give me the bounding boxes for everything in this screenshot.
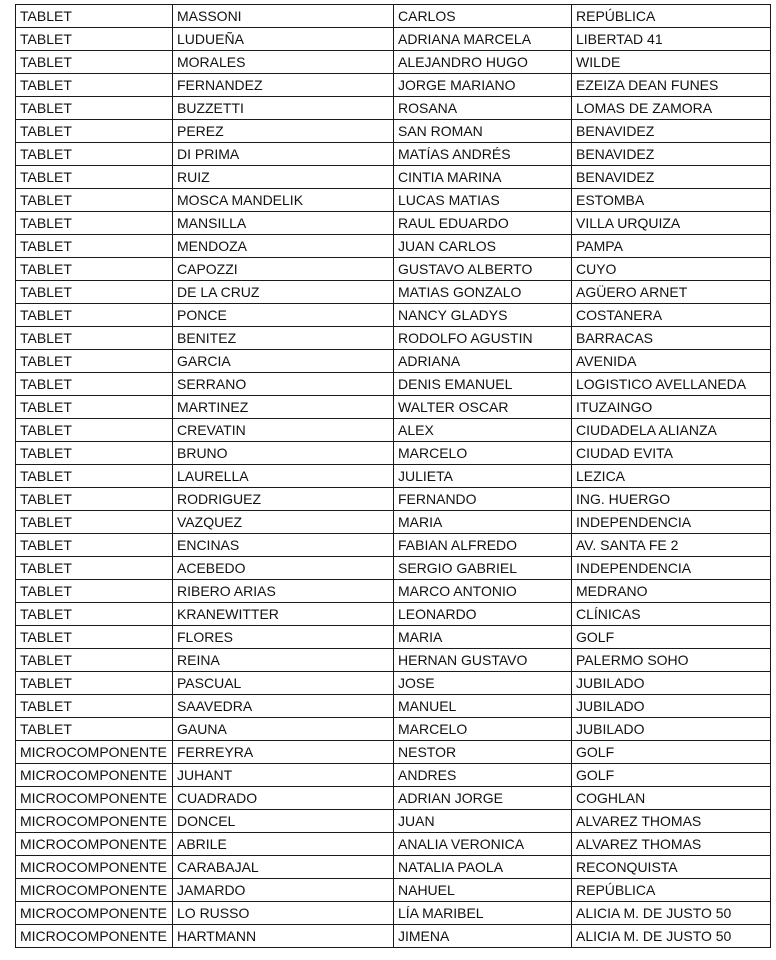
prize-cell: TABLET (16, 120, 173, 143)
first-name-cell: JUAN (394, 810, 572, 833)
branch-cell: ITUZAINGO (572, 396, 771, 419)
surname-cell: MOSCA MANDELIK (173, 189, 394, 212)
table-row (16, 764, 771, 787)
prize-cell: TABLET (16, 396, 173, 419)
table-row (16, 143, 771, 166)
prize-cell: MICROCOMPONENTE (16, 810, 173, 833)
table-row (16, 373, 771, 396)
surname-cell: ENCINAS (173, 534, 394, 557)
table-row (16, 580, 771, 603)
surname-cell: CARABAJAL (173, 856, 394, 879)
branch-cell: INDEPENDENCIA (572, 557, 771, 580)
surname-cell: MENDOZA (173, 235, 394, 258)
surname-cell: LUDUEÑA (173, 28, 394, 51)
table-row (16, 5, 771, 28)
prize-cell: TABLET (16, 580, 173, 603)
branch-cell: CIUDAD EVITA (572, 442, 771, 465)
prize-cell: TABLET (16, 327, 173, 350)
surname-cell: RIBERO ARIAS (173, 580, 394, 603)
table-row (16, 557, 771, 580)
table-row (16, 856, 771, 879)
branch-cell: BENAVIDEZ (572, 143, 771, 166)
surname-cell: REINA (173, 649, 394, 672)
prize-cell: TABLET (16, 189, 173, 212)
prize-cell: TABLET (16, 695, 173, 718)
table-row (16, 626, 771, 649)
first-name-cell: JIMENA (394, 925, 572, 948)
first-name-cell: NESTOR (394, 741, 572, 764)
table-row (16, 465, 771, 488)
prize-cell: TABLET (16, 97, 173, 120)
prize-cell: MICROCOMPONENTE (16, 856, 173, 879)
surname-cell: PONCE (173, 304, 394, 327)
first-name-cell: NAHUEL (394, 879, 572, 902)
prize-cell: MICROCOMPONENTE (16, 902, 173, 925)
surname-cell: DI PRIMA (173, 143, 394, 166)
surname-cell: JAMARDO (173, 879, 394, 902)
prize-cell: TABLET (16, 74, 173, 97)
first-name-cell: MARCELO (394, 442, 572, 465)
branch-cell: RECONQUISTA (572, 856, 771, 879)
first-name-cell: LEONARDO (394, 603, 572, 626)
surname-cell: MORALES (173, 51, 394, 74)
prize-cell: TABLET (16, 28, 173, 51)
table-row (16, 304, 771, 327)
branch-cell: AVENIDA (572, 350, 771, 373)
branch-cell: AGÜERO ARNET (572, 281, 771, 304)
prize-cell: TABLET (16, 534, 173, 557)
first-name-cell: RODOLFO AGUSTIN (394, 327, 572, 350)
prize-cell: TABLET (16, 51, 173, 74)
branch-cell: ALVAREZ THOMAS (572, 833, 771, 856)
surname-cell: DE LA CRUZ (173, 281, 394, 304)
branch-cell: PALERMO SOHO (572, 649, 771, 672)
surname-cell: CUADRADO (173, 787, 394, 810)
prize-cell: TABLET (16, 350, 173, 373)
surname-cell: JUHANT (173, 764, 394, 787)
first-name-cell: SERGIO GABRIEL (394, 557, 572, 580)
surname-cell: DONCEL (173, 810, 394, 833)
prize-cell: TABLET (16, 235, 173, 258)
surname-cell: GARCIA (173, 350, 394, 373)
table-row (16, 695, 771, 718)
first-name-cell: ALEX (394, 419, 572, 442)
branch-cell: CIUDADELA ALIANZA (572, 419, 771, 442)
table-body (16, 5, 771, 948)
first-name-cell: RAUL EDUARDO (394, 212, 572, 235)
surname-cell: FERNANDEZ (173, 74, 394, 97)
document-page (15, 4, 770, 948)
branch-cell: AV. SANTA FE 2 (572, 534, 771, 557)
first-name-cell: JUAN CARLOS (394, 235, 572, 258)
first-name-cell: MANUEL (394, 695, 572, 718)
branch-cell: LEZICA (572, 465, 771, 488)
branch-cell: CUYO (572, 258, 771, 281)
surname-cell: ABRILE (173, 833, 394, 856)
table-row (16, 488, 771, 511)
table-row (16, 879, 771, 902)
first-name-cell: CARLOS (394, 5, 572, 28)
branch-cell: EZEIZA DEAN FUNES (572, 74, 771, 97)
prize-cell: TABLET (16, 281, 173, 304)
first-name-cell: WALTER OSCAR (394, 396, 572, 419)
branch-cell: GOLF (572, 764, 771, 787)
surname-cell: BENITEZ (173, 327, 394, 350)
table-row (16, 166, 771, 189)
first-name-cell: ANDRES (394, 764, 572, 787)
prize-cell: TABLET (16, 603, 173, 626)
table-row (16, 534, 771, 557)
first-name-cell: MATÍAS ANDRÉS (394, 143, 572, 166)
prize-cell: TABLET (16, 442, 173, 465)
surname-cell: GAUNA (173, 718, 394, 741)
table-row (16, 212, 771, 235)
first-name-cell: ALEJANDRO HUGO (394, 51, 572, 74)
surname-cell: BRUNO (173, 442, 394, 465)
table-row (16, 189, 771, 212)
branch-cell: MEDRANO (572, 580, 771, 603)
table-row (16, 718, 771, 741)
first-name-cell: MATIAS GONZALO (394, 281, 572, 304)
table-row (16, 672, 771, 695)
table-row (16, 902, 771, 925)
first-name-cell: MARIA (394, 626, 572, 649)
first-name-cell: GUSTAVO ALBERTO (394, 258, 572, 281)
prize-cell: MICROCOMPONENTE (16, 787, 173, 810)
surname-cell: ACEBEDO (173, 557, 394, 580)
surname-cell: MARTINEZ (173, 396, 394, 419)
branch-cell: ALICIA M. DE JUSTO 50 (572, 925, 771, 948)
branch-cell: JUBILADO (572, 695, 771, 718)
table-row (16, 258, 771, 281)
prize-cell: TABLET (16, 166, 173, 189)
first-name-cell: LUCAS MATIAS (394, 189, 572, 212)
branch-cell: BENAVIDEZ (572, 120, 771, 143)
branch-cell: ESTOMBA (572, 189, 771, 212)
table-row (16, 419, 771, 442)
table-row (16, 442, 771, 465)
first-name-cell: JORGE MARIANO (394, 74, 572, 97)
prize-cell: TABLET (16, 143, 173, 166)
branch-cell: JUBILADO (572, 672, 771, 695)
first-name-cell: LÍA MARIBEL (394, 902, 572, 925)
prize-cell: TABLET (16, 373, 173, 396)
surname-cell: KRANEWITTER (173, 603, 394, 626)
first-name-cell: ANALIA VERONICA (394, 833, 572, 856)
branch-cell: BARRACAS (572, 327, 771, 350)
branch-cell: ING. HUERGO (572, 488, 771, 511)
table-row (16, 28, 771, 51)
surname-cell: LO RUSSO (173, 902, 394, 925)
table-row (16, 51, 771, 74)
branch-cell: INDEPENDENCIA (572, 511, 771, 534)
surname-cell: HARTMANN (173, 925, 394, 948)
prize-cell: MICROCOMPONENTE (16, 925, 173, 948)
branch-cell: COGHLAN (572, 787, 771, 810)
prize-cell: MICROCOMPONENTE (16, 879, 173, 902)
surname-cell: MASSONI (173, 5, 394, 28)
surname-cell: FERREYRA (173, 741, 394, 764)
table-row (16, 787, 771, 810)
surname-cell: FLORES (173, 626, 394, 649)
branch-cell: REPÚBLICA (572, 879, 771, 902)
prize-cell: TABLET (16, 511, 173, 534)
prize-cell: TABLET (16, 626, 173, 649)
first-name-cell: MARIA (394, 511, 572, 534)
first-name-cell: NANCY GLADYS (394, 304, 572, 327)
table-row (16, 350, 771, 373)
surname-cell: CAPOZZI (173, 258, 394, 281)
first-name-cell: MARCELO (394, 718, 572, 741)
table-row (16, 120, 771, 143)
table-row (16, 396, 771, 419)
branch-cell: REPÚBLICA (572, 5, 771, 28)
first-name-cell: JULIETA (394, 465, 572, 488)
first-name-cell: NATALIA PAOLA (394, 856, 572, 879)
first-name-cell: ROSANA (394, 97, 572, 120)
branch-cell: LIBERTAD 41 (572, 28, 771, 51)
branch-cell: GOLF (572, 626, 771, 649)
table-row (16, 833, 771, 856)
surname-cell: VAZQUEZ (173, 511, 394, 534)
prize-cell: TABLET (16, 258, 173, 281)
surname-cell: LAURELLA (173, 465, 394, 488)
table-row (16, 925, 771, 948)
surname-cell: SERRANO (173, 373, 394, 396)
surname-cell: PEREZ (173, 120, 394, 143)
prize-cell: TABLET (16, 304, 173, 327)
table-row (16, 649, 771, 672)
prize-cell: MICROCOMPONENTE (16, 741, 173, 764)
first-name-cell: HERNAN GUSTAVO (394, 649, 572, 672)
table-row (16, 97, 771, 120)
surname-cell: MANSILLA (173, 212, 394, 235)
branch-cell: VILLA URQUIZA (572, 212, 771, 235)
prize-cell: MICROCOMPONENTE (16, 764, 173, 787)
first-name-cell: FABIAN ALFREDO (394, 534, 572, 557)
first-name-cell: MARCO ANTONIO (394, 580, 572, 603)
branch-cell: JUBILADO (572, 718, 771, 741)
branch-cell: CLÍNICAS (572, 603, 771, 626)
branch-cell: BENAVIDEZ (572, 166, 771, 189)
first-name-cell: SAN ROMAN (394, 120, 572, 143)
surname-cell: PASCUAL (173, 672, 394, 695)
surname-cell: CREVATIN (173, 419, 394, 442)
first-name-cell: FERNANDO (394, 488, 572, 511)
surname-cell: BUZZETTI (173, 97, 394, 120)
branch-cell: COSTANERA (572, 304, 771, 327)
prize-cell: TABLET (16, 649, 173, 672)
first-name-cell: ADRIANA (394, 350, 572, 373)
branch-cell: LOGISTICO AVELLANEDA (572, 373, 771, 396)
branch-cell: GOLF (572, 741, 771, 764)
branch-cell: LOMAS DE ZAMORA (572, 97, 771, 120)
table-row (16, 327, 771, 350)
surname-cell: RODRIGUEZ (173, 488, 394, 511)
first-name-cell: DENIS EMANUEL (394, 373, 572, 396)
table-row (16, 511, 771, 534)
branch-cell: WILDE (572, 51, 771, 74)
prize-cell: TABLET (16, 718, 173, 741)
first-name-cell: CINTIA MARINA (394, 166, 572, 189)
first-name-cell: JOSE (394, 672, 572, 695)
branch-cell: PAMPA (572, 235, 771, 258)
first-name-cell: ADRIAN JORGE (394, 787, 572, 810)
table-row (16, 603, 771, 626)
prize-cell: TABLET (16, 5, 173, 28)
surname-cell: RUIZ (173, 166, 394, 189)
prize-cell: MICROCOMPONENTE (16, 833, 173, 856)
winners-table (15, 4, 771, 948)
prize-cell: TABLET (16, 557, 173, 580)
prize-cell: TABLET (16, 419, 173, 442)
table-row (16, 281, 771, 304)
prize-cell: TABLET (16, 672, 173, 695)
prize-cell: TABLET (16, 465, 173, 488)
table-row (16, 741, 771, 764)
branch-cell: ALICIA M. DE JUSTO 50 (572, 902, 771, 925)
table-row (16, 810, 771, 833)
table-row (16, 235, 771, 258)
surname-cell: SAAVEDRA (173, 695, 394, 718)
prize-cell: TABLET (16, 212, 173, 235)
first-name-cell: ADRIANA MARCELA (394, 28, 572, 51)
table-row (16, 74, 771, 97)
prize-cell: TABLET (16, 488, 173, 511)
branch-cell: ALVAREZ THOMAS (572, 810, 771, 833)
